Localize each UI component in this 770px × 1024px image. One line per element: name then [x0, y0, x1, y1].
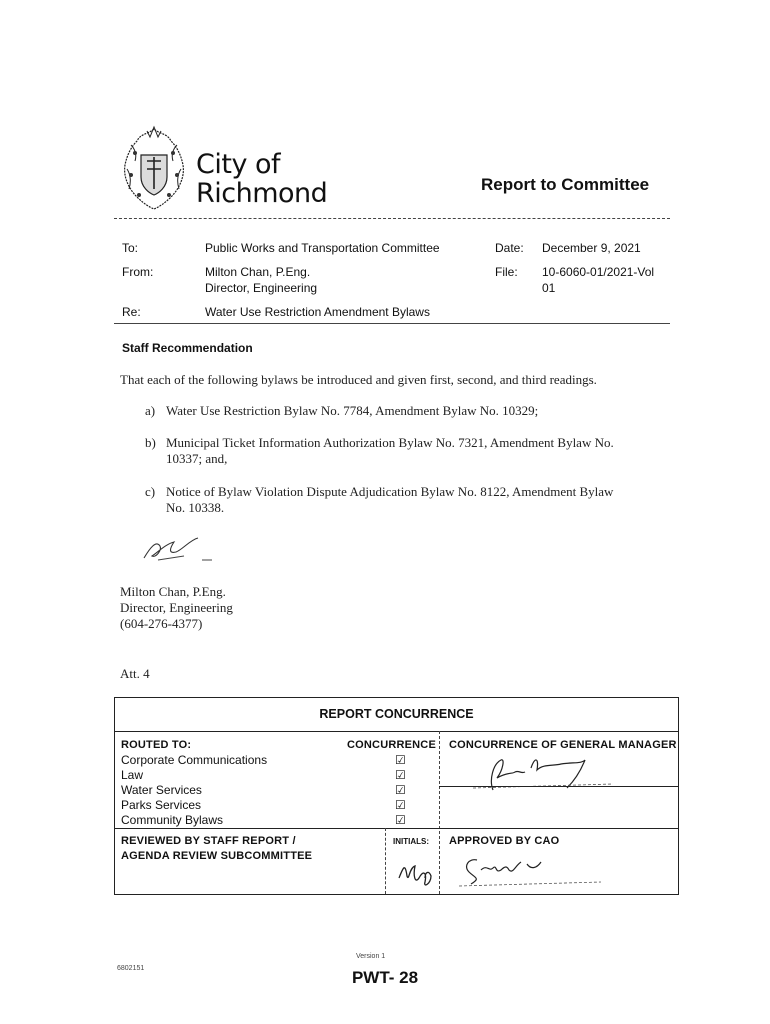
re-value: Water Use Restriction Amendment Bylaws: [205, 305, 430, 319]
to-label: To:: [122, 241, 139, 255]
dept-row-water-services: Water Services: [121, 783, 202, 797]
from-title: Director, Engineering: [205, 281, 318, 295]
cao-signature: [451, 848, 611, 888]
director-signature: [140, 532, 220, 566]
signatory-name: Milton Chan, P.Eng.: [120, 584, 226, 599]
item-a-letter: a): [145, 403, 156, 418]
item-b-letter: b): [145, 435, 156, 450]
file-value-line2: 01: [542, 281, 556, 295]
file-label: File:: [495, 265, 518, 279]
check-mark-water-services: ☑: [395, 783, 406, 797]
city-name: [196, 150, 327, 208]
dept-row-corporate-communications: Corporate Communications: [121, 753, 268, 767]
file-value-line1: 10-6060-01/2021-Vol: [542, 265, 655, 279]
check-mark-community-bylaws: ☑: [395, 813, 406, 827]
item-a-text: Water Use Restriction Bylaw No. 7784, Amendment Bylaw No. 10329;: [166, 403, 539, 418]
city-name-line1: City of: [196, 149, 281, 180]
concurrence-column-label: CONCURRENCE: [347, 739, 436, 751]
signatory-phone: (604-276-4377): [120, 616, 203, 631]
initials-signature: [395, 848, 437, 892]
page-number: PWT- 28: [351, 968, 419, 987]
report-title: Report to Committee: [481, 175, 650, 194]
re-label: Re:: [122, 305, 141, 319]
item-b-text-line2: 10337; and,: [166, 451, 228, 466]
check-mark-law: ☑: [395, 768, 406, 782]
item-c-letter: c): [145, 484, 156, 499]
title-divider: [115, 731, 678, 732]
city-name-line2: Richmond: [196, 178, 328, 209]
recommendation-heading: Staff Recommendation: [122, 341, 253, 355]
memo-divider: [114, 323, 670, 324]
item-c-text-line1: Notice of Bylaw Violation Dispute Adjudication Bylaw No. 8122, Amendment Bylaw: [166, 484, 614, 499]
routed-to-label: ROUTED TO:: [121, 739, 192, 751]
reviewed-by-label-line1: REVIEWED BY STAFF REPORT /: [121, 835, 296, 847]
check-mark-parks-services: ☑: [395, 798, 406, 812]
gm-row-divider: [439, 786, 678, 787]
from-name: Milton Chan, P.Eng.: [205, 265, 311, 279]
report-concurrence-table: [114, 697, 679, 895]
initials-column-divider: [385, 828, 386, 894]
attachments-note: Att. 4: [120, 666, 150, 681]
concurrence-title: REPORT CONCURRENCE: [319, 707, 474, 721]
document-id: 6802151: [117, 965, 145, 972]
header-divider: [114, 218, 670, 219]
city-crest-logo: [117, 125, 191, 211]
signatory-title: Director, Engineering: [120, 600, 233, 615]
initials-label: INITIALS:: [393, 837, 429, 846]
dept-row-parks-services: Parks Services: [121, 798, 202, 812]
column-divider-1: [439, 731, 440, 894]
from-label: From:: [122, 265, 154, 279]
dept-row-law: Law: [121, 768, 144, 782]
document-version: Version 1: [356, 953, 386, 960]
lower-section-divider: [115, 828, 678, 829]
check-mark-corporate-communications: ☑: [395, 753, 406, 767]
approved-by-cao-label: APPROVED BY CAO: [449, 835, 560, 847]
date-label: Date:: [495, 241, 524, 255]
reviewed-by-label-line2: AGENDA REVIEW SUBCOMMITTEE: [121, 850, 313, 862]
dept-row-community-bylaws: Community Bylaws: [121, 813, 224, 827]
item-c-text-line2: No. 10338.: [166, 500, 225, 515]
item-b-text-line1: Municipal Ticket Information Authorization Bylaw No. 7321, Amendment Bylaw No.: [166, 435, 614, 450]
gm-concurrence-label: CONCURRENCE OF GENERAL MANAGER: [449, 739, 677, 751]
date-value: December 9, 2021: [542, 241, 641, 255]
recommendation-intro: That each of the following bylaws be introduced and given first, second, and third readings.: [120, 372, 597, 387]
gm-signature: [463, 750, 623, 794]
to-value: Public Works and Transportation Committee: [205, 241, 440, 255]
